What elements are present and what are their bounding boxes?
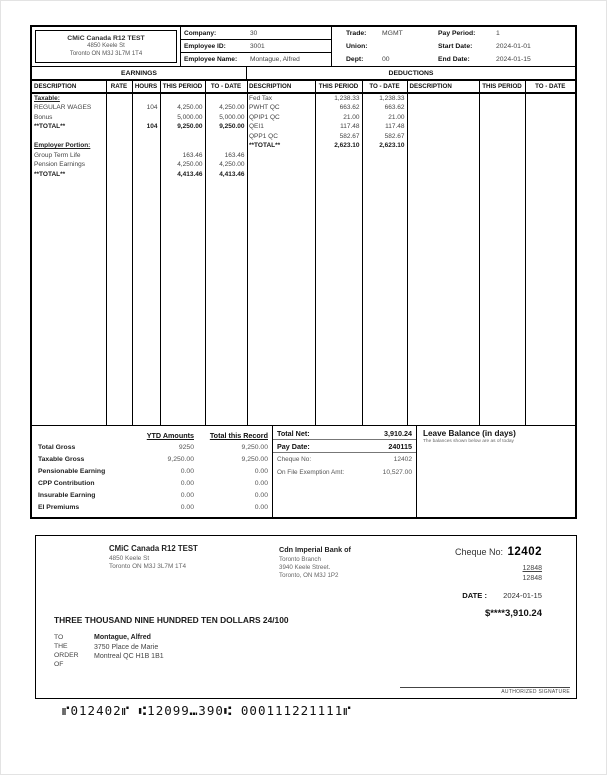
cell: 1,238.33 [362, 93, 407, 104]
deductions-row [247, 93, 575, 104]
cell: 4,413.46 [160, 170, 205, 180]
cell: 663.62 [315, 103, 362, 113]
deductions-header-row [247, 81, 575, 93]
deductions-row [247, 122, 575, 132]
trade-label: Trade: [346, 30, 367, 38]
ytd-row-label: EI Premiums [38, 503, 80, 511]
cell: 104 [132, 122, 160, 132]
bank-street: 3940 Keele Street. [279, 564, 331, 571]
cell: 4,250.00 [160, 160, 205, 170]
deductions-table [247, 80, 575, 425]
cell: 5,000.00 [205, 113, 247, 123]
earnings-row [32, 103, 247, 113]
cell: 582.67 [315, 132, 362, 142]
deductions-row [247, 132, 575, 142]
cheque-amount-numeric: $****3,910.24 [484, 608, 542, 619]
earnings-row [32, 141, 247, 151]
cell: REGULAR WAGES [32, 103, 106, 113]
pay-period-info [332, 27, 575, 66]
pay-date-value: 240115 [388, 441, 412, 451]
cell: PWHT QC [247, 103, 315, 113]
earnings-row [32, 93, 247, 104]
exemption-value: 10,527.00 [382, 469, 412, 476]
deductions-section-title: DEDUCTIONS [247, 67, 575, 80]
cell: 21.00 [315, 113, 362, 123]
cell: **TOTAL** [32, 122, 106, 132]
ytd-table [32, 426, 272, 517]
start-date-value: 2024-01-01 [496, 43, 531, 51]
earnings-row [32, 132, 247, 142]
deductions-col-to-date-2: TO - DATE [525, 81, 575, 93]
cheque-amount-words: THREE THOUSAND NINE HUNDRED TEN DOLLARS 24/100 [54, 615, 289, 625]
deductions-col-this-period: THIS PERIOD [315, 81, 362, 93]
cell: 9,250.00 [160, 122, 205, 132]
payee-address1: 3750 Place de Marie [94, 643, 159, 651]
total-net-row [273, 427, 416, 440]
cheque-company-address1: 4850 Keele St [109, 555, 150, 562]
ytd-amounts-header: YTD Amounts [146, 430, 194, 440]
ytd-row-value: 0.00 [180, 491, 194, 499]
earnings-section-title: EARNINGS [32, 67, 247, 80]
bank-city: Toronto, ON M3J 1P2 [279, 572, 339, 579]
company-label: Company: [184, 29, 217, 37]
deductions-col-this-period-2: THIS PERIOD [479, 81, 525, 93]
section-band [32, 67, 575, 80]
earnings-total-row [32, 122, 247, 132]
order-of-label: TO THE ORDER OF [54, 634, 79, 668]
trade-value: MGMT [382, 30, 403, 38]
cell: **TOTAL** [32, 170, 106, 180]
cheque-ref-2: 12848 [522, 575, 542, 582]
earnings-total-row [32, 170, 247, 180]
cheque-no-row [273, 453, 416, 466]
company-value: 30 [250, 29, 258, 37]
totals-box [272, 426, 417, 517]
payee-block [94, 633, 164, 662]
cell: 2,623.10 [315, 141, 362, 151]
ytd-row-value: 0.00 [180, 467, 194, 475]
cheque-number-label: Cheque No: [455, 547, 504, 557]
cell: Group Term Life [32, 151, 106, 161]
cell: 163.46 [205, 151, 247, 161]
union-label: Union: [346, 43, 368, 51]
ytd-row-record: 9,250.00 [241, 455, 268, 463]
cell: 104 [132, 103, 160, 113]
company-name: CMiC Canada R12 TEST [67, 35, 145, 42]
cell: 2,623.10 [362, 141, 407, 151]
earnings-col-hours: HOURS [132, 81, 160, 93]
cell: 5,000.00 [160, 113, 205, 123]
ytd-row-record: 0.00 [254, 467, 268, 475]
micr-line: ⑈012402⑈ ⑆12099⑉390⑆ 000111221111⑈ [62, 703, 352, 718]
employee-name-row [181, 53, 331, 66]
cell: 117.48 [362, 122, 407, 132]
end-date-label: End Date: [438, 56, 470, 64]
ytd-row-value: 0.00 [180, 503, 194, 511]
cheque-date-label: DATE : [462, 591, 488, 600]
cell: 1,238.33 [315, 93, 362, 104]
cheque-no-value: 12402 [393, 456, 412, 463]
cell: 4,250.00 [205, 160, 247, 170]
stub-summary [32, 425, 575, 517]
company-address-line1: 4850 Keele St [87, 43, 125, 49]
deductions-col-description-2: DESCRIPTION [407, 81, 479, 93]
employee-id-row [181, 40, 331, 53]
cell: 4,413.46 [205, 170, 247, 180]
total-net-value: 3,910.24 [384, 428, 412, 438]
cell: 9,250.00 [205, 122, 247, 132]
start-date-label: Start Date: [438, 43, 473, 51]
leave-balance-title: Leave Balance (in days) [423, 429, 516, 438]
employee-name-label: Employee Name: [184, 56, 238, 64]
company-address-line2: Toronto ON M3J 3L7M 1T4 [69, 50, 143, 57]
pay-date-row [273, 440, 416, 453]
cheque-company-block [109, 544, 198, 571]
cell: **TOTAL** [247, 141, 315, 151]
ytd-row-label: Insurable Earning [38, 491, 96, 499]
cheque [35, 535, 577, 699]
cell: Bonus [32, 113, 106, 123]
cheque-date-value: 2024-01-15 [503, 591, 542, 600]
cell: Taxable: [32, 93, 106, 104]
employee-info-box [180, 27, 332, 66]
cell: 163.46 [160, 151, 205, 161]
cheque-company-address2: Toronto ON M3J 3L7M 1T4 [109, 563, 187, 570]
bank-branch: Toronto Branch [279, 556, 321, 563]
earnings-col-description: DESCRIPTION [32, 81, 106, 93]
deductions-total-row [247, 141, 575, 151]
ytd-row-value: 9250 [178, 443, 194, 451]
cheque-date-row [462, 591, 542, 600]
stub-header [32, 27, 575, 67]
cheque-number-value: 12402 [507, 546, 542, 558]
ytd-row-record: 0.00 [254, 479, 268, 487]
cheque-company-name: CMiC Canada R12 TEST [109, 544, 198, 553]
cell: Fed Tax [247, 93, 315, 104]
ytd-row-record: 9,250.00 [241, 443, 268, 451]
deductions-row [247, 113, 575, 123]
end-date-value: 2024-01-15 [496, 56, 531, 64]
total-record-header: Total this Record [209, 430, 268, 440]
cheque-bank-block [279, 545, 351, 580]
cell: 582.67 [362, 132, 407, 142]
leave-balance-box [417, 426, 575, 517]
pay-period-label: Pay Period: [438, 30, 476, 38]
exemption-label: On File Exemption Amt: [277, 469, 345, 476]
exemption-row [273, 466, 416, 479]
cell: QEI1 [247, 122, 315, 132]
ytd-row-value: 9,250.00 [167, 455, 194, 463]
pay-stub [30, 25, 577, 519]
ytd-row-label: Pensionable Earning [38, 467, 106, 475]
total-net-label: Total Net: [277, 428, 310, 438]
cell: 117.48 [315, 122, 362, 132]
cell: 4,250.00 [205, 103, 247, 113]
employee-id-value: 3001 [250, 42, 265, 50]
cell: QPIP1 QC [247, 113, 315, 123]
employee-id-label: Employee ID: [184, 42, 226, 50]
earnings-row [32, 160, 247, 170]
dept-value: 00 [382, 56, 390, 64]
earnings-row [32, 151, 247, 161]
cell: QPP1 QC [247, 132, 315, 142]
cheque-no-label: Cheque No: [277, 456, 312, 463]
authorized-signature-line: AUTHORIZED SIGNATURE [400, 687, 570, 695]
ytd-row-label: CPP Contribution [38, 479, 95, 487]
earnings-col-this-period: THIS PERIOD [160, 81, 205, 93]
earnings-col-to-date: TO - DATE [205, 81, 247, 93]
company-row [181, 27, 331, 40]
cheque-ref-1: 12848 [522, 565, 542, 572]
cell: 4,250.00 [160, 103, 205, 113]
ytd-row-value: 0.00 [180, 479, 194, 487]
pay-period-value: 1 [496, 30, 500, 38]
deductions-col-description: DESCRIPTION [247, 81, 315, 93]
earnings-table [32, 80, 248, 425]
deductions-row [247, 103, 575, 113]
leave-balance-note: The balances shown below are as of today [423, 439, 514, 444]
ytd-row-record: 0.00 [254, 491, 268, 499]
cell: Employer Portion: [32, 141, 106, 151]
earnings-header-row [32, 81, 247, 93]
cell: 21.00 [362, 113, 407, 123]
ytd-row-record: 0.00 [254, 503, 268, 511]
ytd-row-label: Taxable Gross [38, 455, 85, 463]
company-address-box [35, 30, 177, 63]
cheque-number-block [455, 542, 542, 560]
dept-label: Dept: [346, 56, 364, 64]
bank-name: Cdn Imperial Bank of [279, 545, 351, 554]
stub-tables [32, 80, 575, 425]
cell: 663.62 [362, 103, 407, 113]
earnings-col-rate: RATE [106, 81, 132, 93]
payee-name: Montague, Alfred [94, 634, 151, 641]
employee-name-value: Montague, Alfred [250, 56, 300, 64]
deductions-col-to-date: TO - DATE [362, 81, 407, 93]
ytd-row-label: Total Gross [38, 443, 76, 451]
payee-address2: Montreal QC H1B 1B1 [94, 653, 164, 660]
cell: Pension Earnings [32, 160, 106, 170]
earnings-row [32, 113, 247, 123]
pay-date-label: Pay Date: [277, 441, 310, 451]
